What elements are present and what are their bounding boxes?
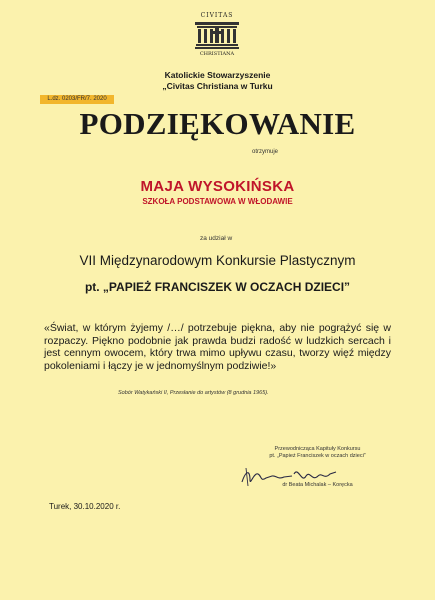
logo-bottom-text: CHRISTIANA [199,51,235,57]
chair-role-line1: Przewodnicząca Kapituły Konkursu [274,446,361,452]
contest-name: VII Międzynarodowym Konkursie Plastycznym [79,253,356,268]
logo-emblem-icon [194,20,240,50]
recipient-name: MAJA WYSOKIŃSKA [140,178,295,195]
chair-role-line2: pt. „Papież Franciszek w oczach dzieci” [269,453,366,459]
quote-text: «Świat, w którym żyjemy /…/ potrzebuje piękna, aby nie pogrążyć się w rozpaczy. Piękno podobnie jak prawda budzi radość w ludzkich sercach i jest cennym owocem, który trwa mimo upływu czasu, tworzy więź między pokoleniami i łączy je w jednomyślnym podziwie!» [44,322,391,372]
reference-number-tag: L.dz. 0203/FR/7. 2020 [40,95,114,104]
organization-name-line1: Katolickie Stowarzyszenie [164,70,271,80]
receives-label: otrzymuje [252,149,279,155]
certificate-title: PODZIĘKOWANIE [79,106,356,141]
organization-name-line2: „Civitas Christiana w Turku [162,81,273,91]
logo-top-text: CIVITAS [200,12,234,19]
signer-name: dr Beata Michalak – Koręcka [282,482,353,488]
participation-label: za udział w [200,235,233,242]
issue-date: Turek, 30.10.2020 r. [49,502,121,511]
contest-theme: pt. „PAPIEŻ FRANCISZEK W OCZACH DZIECI” [84,280,351,294]
quote-source: Sobór Watykański II, Przesłanie do artystów (8 grudnia 1965). [118,390,269,396]
chair-role [245,446,390,460]
recipient-school: SZKOŁA PODSTAWOWA W WŁODAWIE [142,197,293,206]
civitas-christiana-logo [184,12,250,64]
